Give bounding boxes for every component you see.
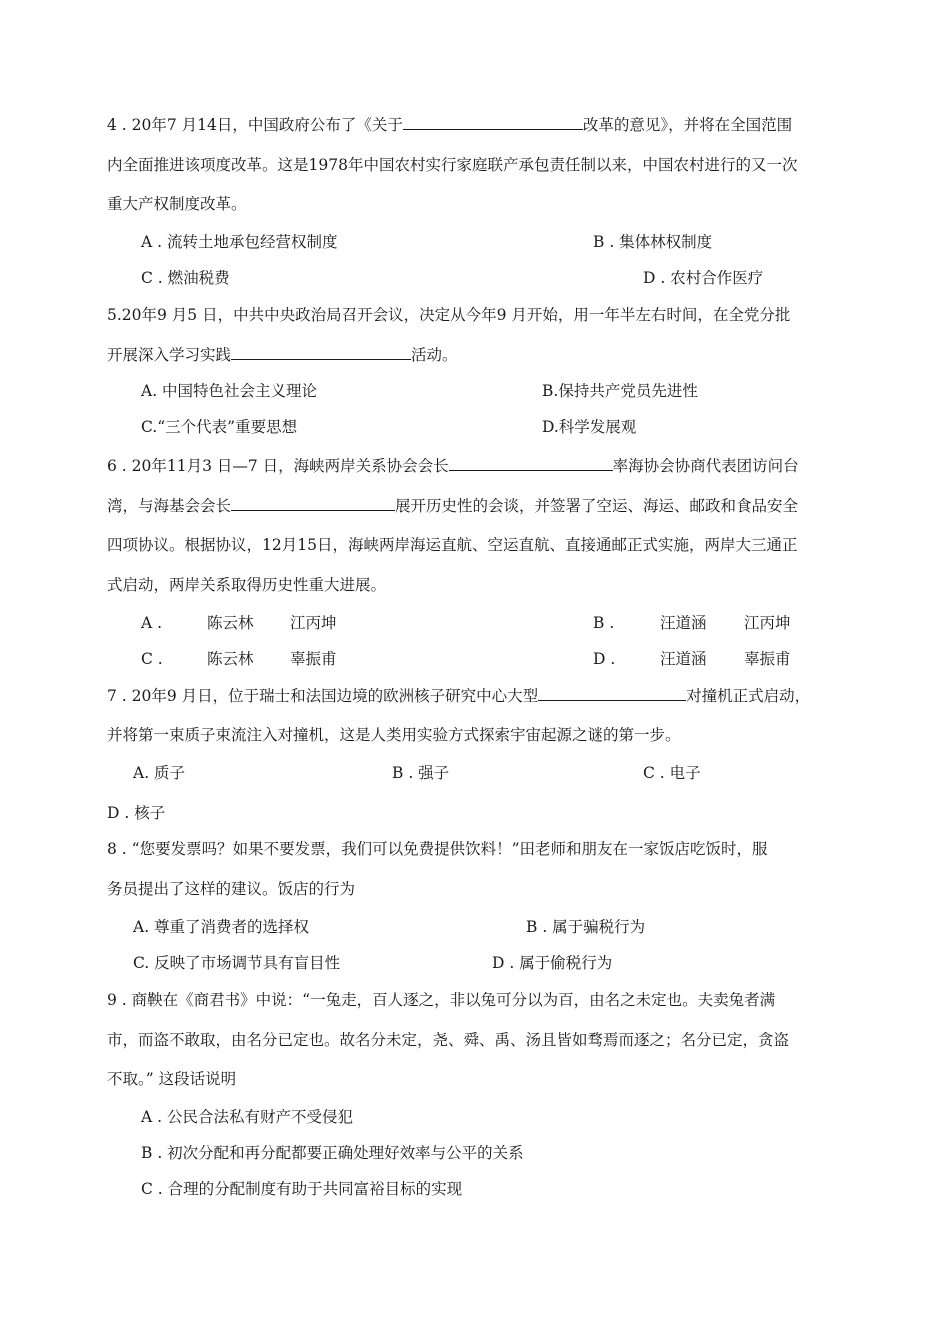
q6-line-1: [107, 456, 799, 476]
q4-option-c: C . 燃油税费: [141, 269, 230, 287]
q7-option-d: D . 核子: [107, 804, 166, 822]
q8-option-a: A. 尊重了消费者的选择权: [133, 918, 310, 936]
q6-option-b-label: B .: [593, 614, 615, 632]
q4-option-d: D . 农村合作医疗: [643, 269, 764, 287]
q5-line-1: 5.20年9 月5 日，中共中央政治局召开会议，决定从今年9 月开始，用一年半左右时间，在全党分批: [107, 306, 791, 324]
q7-option-c: C . 电子: [643, 764, 701, 782]
q4-option-b: B . 集体林权制度: [593, 233, 713, 251]
q6-option-a-label: A .: [141, 614, 163, 632]
q5-answer-blank: [231, 345, 411, 360]
q4-line-3: 重大产权制度改革。: [107, 195, 247, 213]
q4-line-1-end: 改革的意见》，并将在全国范围: [582, 116, 793, 134]
q8-option-c: C. 反映了市场调节具有盲目性: [133, 954, 341, 972]
q7-line-1: [107, 686, 810, 706]
q6-answer-blank-2: [231, 496, 395, 511]
q6-line-4: 式启动，两岸关系取得历史性重大进展。: [107, 576, 387, 594]
q6-option-a-name-1: 陈云林: [207, 614, 254, 632]
q6-line-1-start: 6 . 20年11月3 日—7 日，海峡两岸关系协会会长: [107, 457, 449, 475]
q6-option-d-name-2: 辜振甫: [744, 650, 791, 668]
q9-line-3: 不取。” 这段话说明: [107, 1070, 237, 1088]
q7-answer-blank: [538, 686, 686, 701]
q4-line-2: 内全面推进该项度改革。这是1978年中国农村实行家庭联产承包责任制以来，中国农村进行的又一次: [107, 156, 798, 174]
q5-option-c: C.“三个代表”重要思想: [141, 418, 298, 436]
q5-line-2: [107, 345, 458, 365]
q8-option-b: B . 属于骗税行为: [526, 918, 646, 936]
q9-line-1: 9 . 商鞅在《商君书》中说：“一兔走，百人逐之，非以兔可分以为百，由名之未定也。夫卖兔者满: [107, 991, 776, 1009]
q9-line-2: 市，而盗不敢取，由名分已定也。故名分未定，尧、舜、禹、汤且皆如骛焉而逐之；名分已定，贪盗: [107, 1031, 790, 1049]
q6-option-a-name-2: 江丙坤: [290, 614, 337, 632]
q6-option-c-label: C .: [141, 650, 163, 668]
q6-option-d-label: D .: [593, 650, 616, 668]
q4-option-a: A . 流转土地承包经营权制度: [141, 233, 338, 251]
q6-line-2-start: 湾，与海基会会长: [107, 497, 232, 515]
q4-answer-blank: [403, 115, 583, 130]
q7-option-b: B . 强子: [392, 764, 450, 782]
q5-option-d: D.科学发展观: [542, 418, 637, 436]
q5-line-2-end: 活动。: [411, 346, 458, 364]
q7-line-2: 并将第一束质子束流注入对撞机，这是人类用实验方式探索宇宙起源之谜的第一步。: [107, 726, 681, 744]
q7-line-1-end: 对撞机正式启动，: [686, 687, 811, 705]
q6-answer-blank-1: [449, 456, 613, 471]
q6-option-b-name-2: 江丙坤: [744, 614, 791, 632]
q6-line-3: 四项协议。根据协议，12月15日，海峡两岸海运直航、空运直航、直接通邮正式实施，两岸大三通正: [107, 536, 798, 554]
q5-line-2-start: 开展深入学习实践: [107, 346, 232, 364]
q6-line-1-end: 率海协会协商代表团访问台: [612, 457, 799, 475]
q4-line-1-start: 4 . 20年7 月14日，中国政府公布了《关于: [107, 116, 403, 134]
q6-option-c-name-2: 辜振甫: [290, 650, 337, 668]
q6-option-b-name-1: 汪道涵: [660, 614, 707, 632]
q9-option-b: B . 初次分配和再分配都要正确处理好效率与公平的关系: [141, 1144, 524, 1162]
q8-option-d: D . 属于偷税行为: [492, 954, 613, 972]
q6-line-2-end: 展开历史性的会谈，并签署了空运、海运、邮政和食品安全: [395, 497, 799, 515]
q6-line-2: [107, 496, 798, 516]
q4-line-1: [107, 115, 792, 135]
q6-option-c-name-1: 陈云林: [207, 650, 254, 668]
q6-option-d-name-1: 汪道涵: [660, 650, 707, 668]
q8-line-1: 8 . “您要发票吗？如果不要发票，我们可以免费提供饮料！”田老师和朋友在一家饭店吃饭时，服: [107, 840, 768, 858]
q7-option-a: A. 质子: [133, 764, 186, 782]
q9-option-a: A . 公民合法私有财产不受侵犯: [141, 1108, 353, 1126]
q9-option-c: C . 合理的分配制度有助于共同富裕目标的实现: [141, 1180, 463, 1198]
q5-option-b: B.保持共产党员先进性: [542, 382, 698, 400]
q7-line-1-start: 7 . 20年9 月日，位于瑞士和法国边境的欧洲核子研究中心大型: [107, 687, 539, 705]
q8-line-2: 务员提出了这样的建议。饭店的行为: [107, 880, 356, 898]
q5-option-a: A. 中国特色社会主义理论: [141, 382, 318, 400]
